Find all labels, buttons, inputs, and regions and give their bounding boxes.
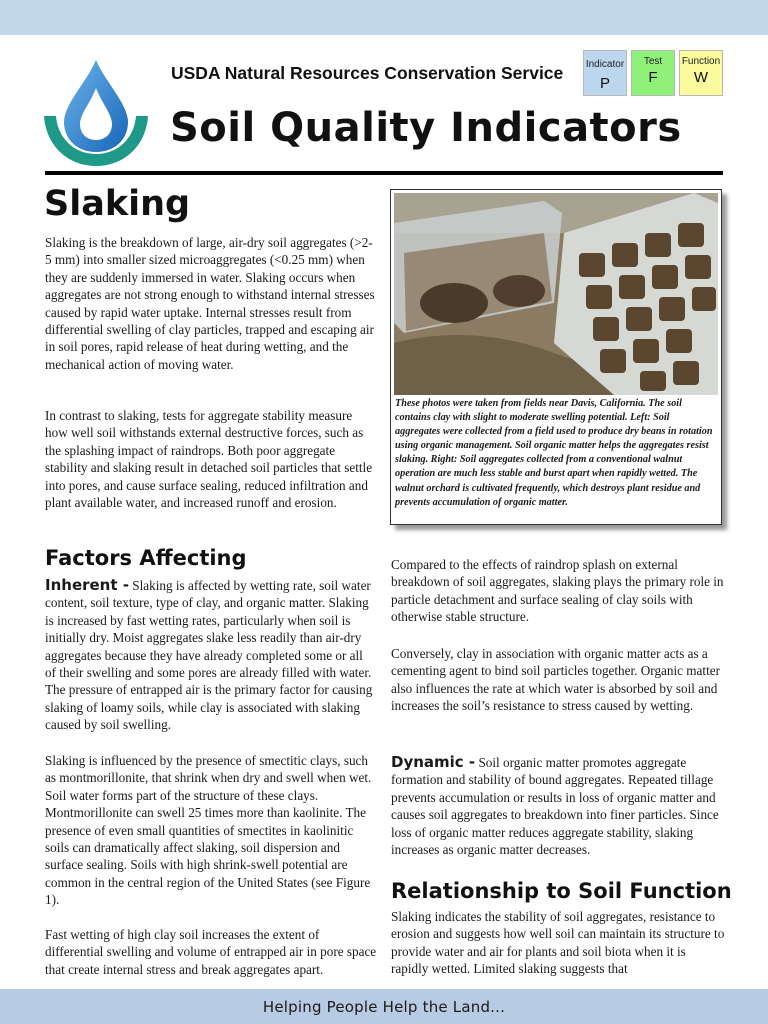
inherent-label: Inherent -	[45, 576, 129, 594]
fast-wetting-paragraph: Fast wetting of high clay soil increases the extent of differential swelling and volume of entrapped air in pore space that create internal stress and break aggregates apart.	[45, 927, 377, 977]
dynamic-label: Dynamic -	[391, 753, 476, 771]
relationship-paragraph: Slaking indicates the stability of soil aggregates, resistance to erosion and suggests how well soil can maintain its structure to provide water and air for plants and soil biota when it is rapidly wetted. Limited slaking suggests that	[391, 909, 725, 977]
test-badge-label: Test	[643, 56, 663, 67]
conversely-paragraph: Conversely, clay in association with organic matter acts as a cementing agent to bind soil particles together. Organic matter also influences the rate at which water is absorbed by soil and increases the soil’s resistance to stress caused by wetting.	[391, 646, 720, 714]
agency-name: USDA Natural Resources Conservation Service	[171, 63, 564, 83]
water-drop-logo-icon	[44, 58, 148, 166]
dynamic-text: Soil organic matter promotes aggregate formation and stability of bound aggregates. Repeated tillage prevents accumulation or results in loss of organic matter and causes soil aggregates to breakdown into finer particles. Since loss of organic matter reduces aggregate stability, slaking increases as organic matter decreases.	[391, 755, 719, 858]
function-badge	[679, 50, 723, 96]
test-badge	[631, 50, 675, 96]
top-band	[0, 0, 768, 35]
raindrop-paragraph: Compared to the effects of raindrop splash on external breakdown of soil aggregates, slaking plays the primary role in particle detachment and surface sealing of clay soils with otherwise stable structure.	[391, 557, 724, 625]
footer-band	[0, 989, 768, 1024]
function-badge-label: Function	[681, 56, 721, 67]
factors-heading: Factors Affecting	[45, 546, 247, 570]
indicator-badge	[583, 50, 627, 96]
test-badge-code: F	[648, 69, 658, 86]
dynamic-paragraph	[391, 754, 725, 858]
header-divider	[45, 171, 723, 175]
relationship-heading: Relationship to Soil Function	[391, 879, 732, 903]
article-heading: Slaking	[44, 184, 191, 224]
intro-paragraph-1: Slaking is the breakdown of large, air-dry soil aggregates (>2-5 mm) into smaller sized microaggregates (<0.25 mm) when they are suddenly immersed in water. Slaking occurs when aggregates are not strong enough to withstand internal stresses caused by rapid water uptake. Internal stresses result from differential swelling of clay particles, trapped and escaping air in soil pores, rapid release of heat during wetting, and the mechanical action of moving water.	[45, 235, 375, 372]
smectitic-paragraph: Slaking is influenced by the presence of smectitic clays, such as montmorillonite, that shrink when dry and swell when wet. Soil water forms part of the structure of these clays. Montmorillonite can swell 25 times more than kaolinite. The presence of even small quantities of smectites in kaolinitic soils can dramatically affect slaking, soil dispersion and surface sealing. Soils with high shrink-swell potential are common in the central region of the United States (see Figure 1).	[45, 753, 372, 908]
photo-caption: These photos were taken from fields near Davis, California. The soil contains clay with slight to moderate swelling potential. Left: Soil aggregates were collected from a field used to produce dry beans in rotation using organic management. Soil organic matter helps the aggregates resist slaking. Right: Soil aggregates collected from a conventional walnut operation are much less stable and burst apart when rapidly wetted. The walnut orchard is cultivated frequently, which destroys plant residue and prevents accumulation of organic matter.	[395, 398, 713, 508]
inherent-text: Slaking is affected by wetting rate, soil water content, soil texture, type of clay, and organic matter. Slaking is increased by fast wetting rates, particularly when soil is initially dry. Moist aggregates slake less readily than air-dry aggregates because they have already completed some or all of their swelling and some pores are already filled with water. The pressure of entrapped air is the primary factor for causing slaking of loamy soils, while clay is associated with slaking caused by soil swelling.	[45, 578, 373, 733]
photo-figure	[390, 189, 722, 525]
footer-tagline: Helping People Help the Land...	[262, 997, 506, 1016]
intro-paragraph-2: In contrast to slaking, tests for aggregate stability measure how well soil withstands external destructive forces, such as the splashing impact of raindrops. Both poor aggregate stability and slaking result in detached soil particles that settle into pores, and cause surface sealing, reduced infiltration and plant available water, and increased runoff and erosion.	[45, 408, 373, 511]
inherent-paragraph	[45, 577, 377, 734]
soil-aggregate-photo	[394, 193, 718, 395]
indicator-badge-code: P	[599, 75, 610, 93]
function-badge-code: W	[693, 69, 709, 86]
indicator-badge-label: Indicator	[585, 59, 625, 70]
page-title: Soil Quality Indicators	[170, 105, 682, 151]
